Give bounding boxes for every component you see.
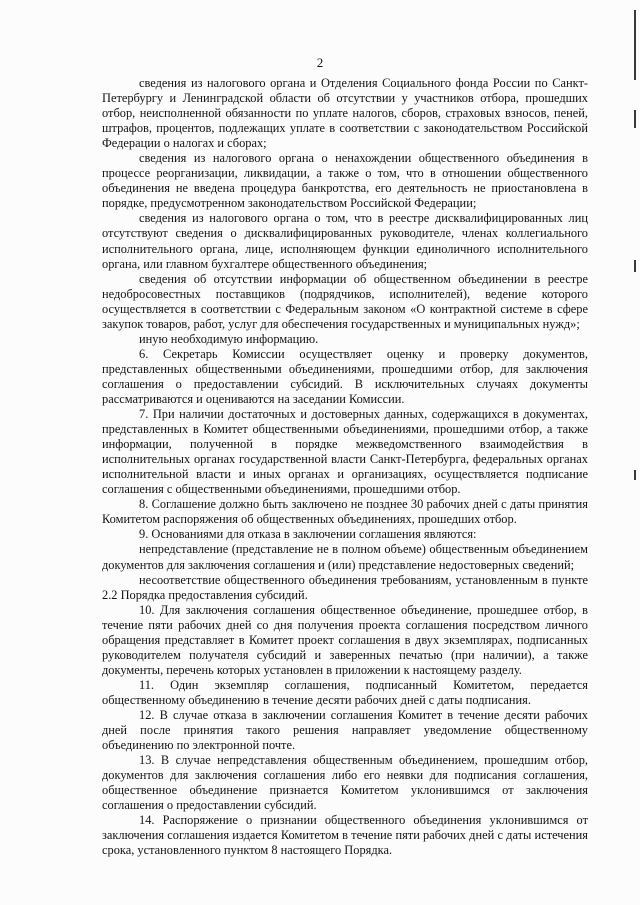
paragraph-refusal-ground-1: непредставление (представление не в полном объеме) общественным объединением документов для заключения соглашения и (или) представление недостоверных сведений; <box>102 542 588 572</box>
paragraph-item-6: 6. Секретарь Комиссии осуществляет оценку и проверку документов, представленных общественными объединениями, прошедшими отбор, для заключения соглашения о предоставлении субсидий. В исключительных случаях документы рассматриваются и оцениваются на заседании Комиссии. <box>102 346 588 406</box>
paragraph-tax-arrears-info: сведения из налогового органа и Отделения Социального фонда России по Санкт-Петербургу и Ленинградской области об отсутствии у участников отбора, прошедших отбор, неисполненной обязанности по уплате налогов, сборов, страховых взносов, пеней, штрафов, процентов, подлежащих уплате в соответствии с законодательством Российской Федерации о налогах и сборах; <box>102 76 588 151</box>
paragraph-item-14: 14. Распоряжение о признании общественного объединения уклонившимся от заключения соглашения издается Комитетом в течение пяти рабочих дней с даты истечения срока, установленного пунктом 8 настоящего Порядка. <box>102 813 588 858</box>
paragraph-unfair-suppliers-info: сведения об отсутствии информации об общественном объединении в реестре недобросовестных поставщиков (подрядчиков, исполнителей), ведение которого осуществляется в соответствии с Федеральным законом «О контрактной системе в сфере закупок товаров, работ, услуг для обеспечения государственных и муниципальных нужд»; <box>102 271 588 331</box>
paragraph-item-9: 9. Основаниями для отказа в заключении соглашения являются: <box>139 527 477 542</box>
paragraph-item-10: 10. Для заключения соглашения общественное объединение, прошедшее отбор, в течение пяти рабочих дней со дня получения проекта соглашения посредством личного обращения представляет в Комитет проект соглашения в двух экземплярах, подписанных руководителем получателя субсидий и заверенных печатью (при наличии), а также документы, перечень которых установлен в приложении к настоящему разделу. <box>102 602 588 677</box>
paragraph-item-12: 12. В случае отказа в заключении соглашения Комитет в течение десяти рабочих дней после принятия такого решения направляет уведомление общественному объединению по электронной почте. <box>102 707 588 753</box>
paragraph-reorganization-info: сведения из налогового органа о ненахождении общественного объединения в процессе реорганизации, ликвидации, а также о том, что в отношении общественного объединения не введена процедура банкротства, его деятельность не приостановлена в порядке, предусмотренном законодательством Российской Федерации; <box>102 151 588 211</box>
paragraph-item-13: 13. В случае непредставления общественным объединением, прошедшим отбор, документов для заключения соглашения либо его неявки для подписания соглашения, общественное объединение признается Комитетом уклонившимся от заключения соглашения о предоставлении субсидий. <box>102 753 588 813</box>
document-body <box>102 76 588 858</box>
paragraph-other-info: иную необходимую информацию. <box>139 331 319 346</box>
paragraph-disqualified-persons-info: сведения из налогового органа о том, что в реестре дисквалифицированных лиц отсутствуют сведения о дисквалифицированных руководителе, членах коллегиального исполнительного органа, лице, исполняющем функции единоличного исполнительного органа, или главном бухгалтере общественного объединения; <box>102 211 588 271</box>
page-number: 2 <box>316 55 324 70</box>
paragraph-item-8: 8. Соглашение должно быть заключено не позднее 30 рабочих дней с даты принятия Комитетом распоряжения об общественных объединениях, прошедших отбор. <box>102 497 588 527</box>
paragraph-refusal-ground-2: несоответствие общественного объединения требованиям, установленным в пункте 2.2 Порядка предоставления субсидий. <box>102 572 588 602</box>
paragraph-item-11: 11. Один экземпляр соглашения, подписанный Комитетом, передается общественному объединению в течение десяти рабочих дней с даты подписания. <box>102 677 588 707</box>
paragraph-item-7: 7. При наличии достаточных и достоверных данных, содержащихся в документах, представленных в Комитет общественными объединениями, прошедшими отбор, а также информации, полученной в порядке межведомственного взаимодействия в исполнительных органах государственной власти Санкт-Петербурга, федеральных органах исполнительной власти и иных органах и организациях, осуществляется подписание соглашения с общественными объединениями, прошедшими отбор. <box>102 407 588 497</box>
scan-edge-marks <box>632 0 638 905</box>
